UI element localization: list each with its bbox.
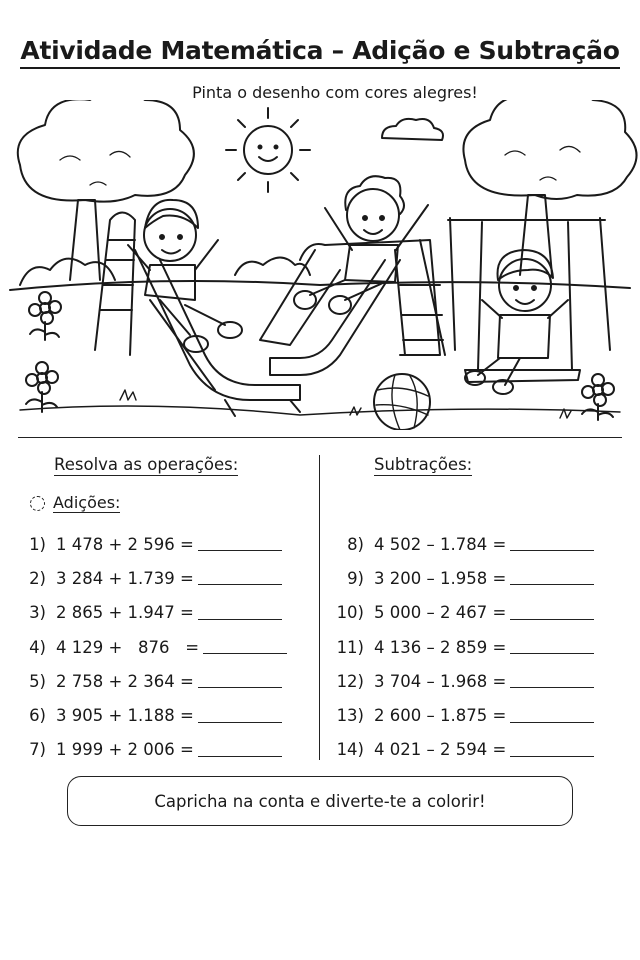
exercise-number: 4) (29, 637, 46, 657)
exercise-row (330, 664, 594, 698)
answer-blank[interactable] (510, 537, 594, 551)
flower-icon (582, 374, 614, 420)
exercise-expression: 1 478 + 2 596 = (56, 534, 194, 554)
exercise-expression: 5 000 – 2 467 = (374, 603, 507, 623)
exercise-row (330, 698, 594, 732)
exercise-expression: 3 200 – 1.958 = (374, 568, 507, 588)
answer-blank[interactable] (510, 709, 594, 723)
exercise-number: 11) (336, 637, 364, 657)
right-heading-text: Subtrações: (374, 455, 473, 474)
answer-blank[interactable] (198, 743, 282, 757)
answer-blank[interactable] (510, 674, 594, 688)
left-heading (54, 455, 238, 474)
exercise-number: 3) (29, 603, 46, 623)
answer-blank[interactable] (203, 640, 287, 654)
answer-blank[interactable] (510, 571, 594, 585)
section-divider (18, 437, 622, 438)
exercise-expression: 4 129 + 876 = (56, 637, 200, 657)
kid-icon (128, 200, 242, 352)
exercise-expression: 4 502 – 1.784 = (374, 534, 507, 554)
flower-icon (29, 292, 61, 340)
exercise-row (24, 698, 287, 732)
answer-blank[interactable] (198, 571, 282, 585)
additions-heading (30, 493, 120, 513)
exercise-row (330, 561, 594, 595)
bush-icon (20, 259, 115, 285)
exercise-number: 9) (347, 568, 364, 588)
answer-blank[interactable] (510, 640, 594, 654)
exercise-row (330, 630, 594, 664)
column-divider (319, 455, 320, 760)
subtractions-list (330, 527, 594, 767)
exercise-number: 13) (336, 706, 364, 726)
answer-blank[interactable] (198, 606, 282, 620)
answer-blank[interactable] (198, 674, 282, 688)
exercise-row (24, 561, 287, 595)
left-heading-text: Resolva as operações: (54, 455, 239, 474)
additions-list (24, 527, 287, 767)
exercise-expression: 4 021 – 2 594 = (374, 740, 507, 760)
exercise-row (24, 630, 287, 664)
answer-blank[interactable] (510, 743, 594, 757)
page-title-text: Atividade Matemática – Adição e Subtração (20, 36, 619, 69)
flower-icon (26, 362, 58, 412)
additions-heading-text: Adições: (53, 493, 121, 512)
exercise-expression: 1 999 + 2 006 = (56, 740, 194, 760)
exercise-row (330, 527, 594, 561)
bush-icon (235, 258, 310, 276)
exercise-number: 6) (29, 706, 46, 726)
answer-blank[interactable] (198, 537, 282, 551)
exercise-expression: 3 905 + 1.188 = (56, 706, 194, 726)
exercise-expression: 2 600 – 1.875 = (374, 706, 507, 726)
exercise-expression: 3 284 + 1.739 = (56, 568, 194, 588)
footer-message: Capricha na conta e diverte-te a colorir! (154, 791, 486, 811)
exercise-number: 5) (29, 671, 46, 691)
exercise-number: 2) (29, 568, 46, 588)
slide-icon (95, 213, 300, 417)
answer-blank[interactable] (510, 606, 594, 620)
exercise-expression: 4 136 – 2 859 = (374, 637, 507, 657)
exercise-number: 8) (347, 534, 364, 554)
exercise-number: 10) (336, 603, 364, 623)
exercise-expression: 2 865 + 1.947 = (56, 603, 194, 623)
cloud-icon (382, 119, 443, 140)
exercise-number: 14) (336, 740, 364, 760)
exercise-expression: 2 758 + 2 364 = (56, 671, 194, 691)
exercise-expression: 3 704 – 1.968 = (374, 671, 507, 691)
exercise-row (24, 596, 287, 630)
exercise-number: 7) (29, 740, 46, 760)
right-heading (374, 455, 472, 474)
playground-illustration (0, 100, 640, 430)
footer-message-box (67, 776, 573, 826)
circle-icon (30, 496, 45, 511)
page-subtitle: Pinta o desenho com cores alegres! (192, 83, 478, 102)
answer-blank[interactable] (198, 709, 282, 723)
exercise-row (330, 596, 594, 630)
ball-icon (374, 374, 430, 430)
exercise-row (24, 527, 287, 561)
sun-icon (226, 108, 310, 192)
tree-icon (463, 100, 636, 275)
exercise-row (24, 664, 287, 698)
exercise-row (24, 733, 287, 767)
exercise-number: 12) (336, 671, 364, 691)
exercise-number: 1) (29, 534, 46, 554)
page-title (0, 36, 640, 65)
exercise-row (330, 733, 594, 767)
